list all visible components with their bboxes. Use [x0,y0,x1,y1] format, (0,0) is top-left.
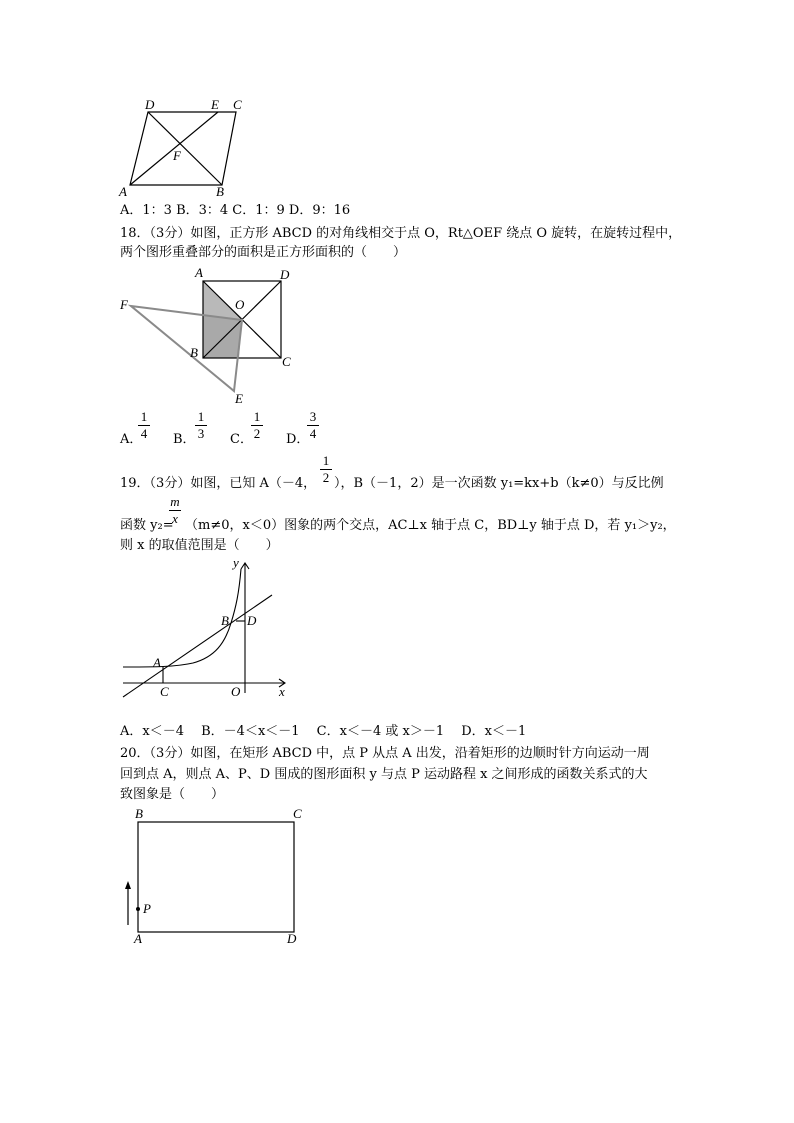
denominator: 2 [322,470,330,485]
label-E: E [235,391,243,406]
q17-figure [110,96,260,201]
q18-choice-c-fraction [251,410,263,441]
label-A: A [134,931,142,946]
denominator: 3 [197,426,205,441]
label-A: A [119,184,127,199]
label-C: C [233,97,242,112]
numerator: 1 [322,453,330,468]
numerator: 3 [309,409,317,424]
label-A: A [195,265,203,280]
numerator: 1 [253,409,261,424]
q20-figure [125,805,315,950]
label-C: C [160,684,169,699]
label-D: D [145,97,155,112]
label-D: D [287,931,297,946]
numerator: 1 [197,409,205,424]
label-A: A [153,655,161,670]
parallelogram-abcd [130,112,236,185]
q17-choices: A．1：3 B．3：4 C．1：9 D．9：16 [120,203,351,218]
point-p [136,907,140,911]
q19-m-over-x [169,495,181,526]
q18-choice-a-prefix: A． [120,432,143,447]
q19-figure [115,555,295,700]
label-x: x [279,684,285,699]
q18-figure [115,265,305,405]
q18-stem-line1: 18．（3分）如图，正方形 ABCD 的对角线相交于点 O，Rt△OEF 绕点 O 旋转，在旋转过程中， [120,226,682,241]
numerator: m [170,494,180,509]
label-y: y [233,555,239,570]
label-O: O [231,684,241,699]
q19-stem-line1-b: ），B（－1，2）是一次函数 y₁=kx+b（k≠0）与反比例 [334,476,664,491]
q19-stem-line2-b: （m≠0，x＜0）图象的两个交点，AC⊥x 轴于点 C，BD⊥y 轴于点 D，若 y₁＞y₂， [185,518,676,533]
q19-half-fraction [320,454,332,485]
numerator: 1 [140,409,148,424]
q19-stem-line3: 则 x 的取值范围是（ ） [120,538,279,553]
q19-choices: A．x＜－4 B．－4＜x＜－1 C．x＜－4 或 x＞－1 D．x＜－1 [120,724,527,739]
q18-choice-c-prefix: C． [230,432,253,447]
label-O: O [235,297,245,312]
label-B: B [190,345,198,360]
q19-stem-line1-a: 19．（3分）如图，已知 A（－4， [120,476,317,491]
label-F: F [120,297,128,312]
denominator: 2 [253,426,261,441]
label-P: P [143,901,151,916]
denominator: x [172,511,178,526]
q18-stem-line2: 两个图形重叠部分的面积是正方形面积的（ ） [120,245,407,260]
q18-choice-b-prefix: B． [173,432,196,447]
label-D: D [247,613,257,628]
q18-choice-d-prefix: D． [286,432,310,447]
denominator: 4 [140,426,148,441]
q18-choice-d-fraction [307,410,319,441]
label-D: D [280,267,290,282]
q20-stem-line1: 20．（3分）如图，在矩形 ABCD 中，点 P 从点 A 出发，沿着矩形的边顺时针方向运动一周 [120,746,650,761]
direction-arrow-head [125,881,131,889]
label-C: C [282,354,291,369]
label-F: F [173,148,181,163]
q19-stem-line2-a: 函数 y₂= [120,518,174,533]
q18-choice-a-fraction [138,410,150,441]
denominator: 4 [309,426,317,441]
label-E: E [211,97,219,112]
q18-choice-b-fraction [195,410,207,441]
linear-function-line [123,595,272,697]
q20-stem-line2: 回到点 A，则点 A、P、D 围成的图形面积 y 与点 P 运动路程 x 之间形成的函数关系式的大 [120,767,648,782]
diagonal-db [148,112,222,185]
rectangle-abcd [138,822,294,932]
q20-stem-line3: 致图象是（ ） [120,787,225,802]
label-B: B [135,806,143,821]
label-B: B [221,613,229,628]
label-B: B [216,184,224,199]
label-C: C [293,806,302,821]
